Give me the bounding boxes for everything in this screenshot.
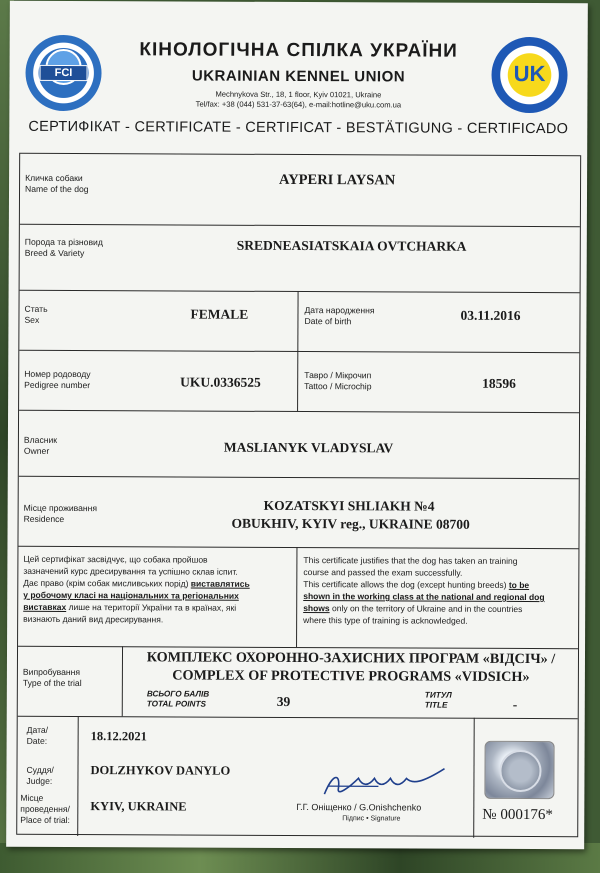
statement-ua-line: у робочому класі на національних та регіональних	[23, 589, 239, 601]
breed-label	[25, 237, 103, 259]
owner-label-en: Owner	[23, 445, 50, 456]
sex-label-ua: Стать	[24, 303, 48, 314]
hologram-seal-icon	[499, 750, 541, 792]
dog-name-label-ua: Кличка собаки	[25, 172, 83, 184]
statement-en-line: This certificate justifies that the dog has taken an training	[303, 555, 518, 566]
statement-ua-line: визнають даний вид дресирування.	[23, 613, 164, 625]
statement-en-line: where this type of training is acknowledged.	[303, 615, 468, 626]
residence-label	[24, 503, 98, 525]
signature-image	[318, 764, 448, 803]
statement-en-line: shows only on the territory of Ukraine and in the countries	[303, 603, 523, 614]
pedigree-label-ua: Номер родоводу	[24, 368, 91, 380]
trial-label-ua: Випробування	[22, 666, 81, 678]
birth-value: 03.11.2016	[460, 307, 521, 323]
tattoo-label-en: Tattoo / Microchip	[304, 381, 372, 392]
title-label	[425, 691, 452, 711]
signature-label: Підпис • Signature	[342, 815, 401, 823]
place-label-line: Place of trial:	[20, 814, 70, 826]
serial-number: № 000176*	[482, 806, 553, 824]
sex-label	[24, 304, 47, 326]
org-title-ua: КІНОЛОГІЧНА СПІЛКА УКРАЇНИ	[139, 39, 458, 62]
dog-name-label	[25, 173, 89, 195]
tattoo-label	[304, 370, 371, 392]
residence-label-ua: Місце проживання	[23, 502, 98, 514]
points-value: 39	[276, 693, 291, 709]
sex-label-en: Sex	[24, 314, 40, 325]
title-label-en: TITLE	[424, 700, 448, 710]
owner-label-ua: Власник	[23, 434, 58, 445]
pedigree-label	[24, 369, 90, 391]
trial-program-en: COMPLEX OF PROTECTIVE PROGRAMS «VIDSICH»	[172, 667, 530, 686]
tattoo-label-ua: Тавро / Мікрочип	[304, 370, 372, 381]
points-label	[147, 689, 209, 709]
org-title-en: UKRAINIAN KENNEL UNION	[191, 67, 406, 86]
judge-label	[26, 765, 53, 787]
residence-label-en: Residence	[23, 513, 65, 524]
fci-logo-label: FCI	[39, 65, 87, 81]
judge-value: DOLZHYKOV DANYLO	[90, 763, 231, 778]
title-value: -	[512, 696, 518, 712]
date-value: 18.12.2021	[90, 729, 147, 744]
statement-ua-line: зазначений курс дресирування та успішно склав іспит.	[23, 565, 238, 577]
place-value: KYIV, UKRAINE	[90, 799, 187, 814]
statement-en-line: This certificate allows the dog (except hunting breeds) to be	[303, 579, 530, 591]
statement-en-line: shown in the working class at the national and regional dog	[303, 591, 545, 603]
org-contacts: Tel/fax: +38 (044) 531-37-63(64), e-mail:hotline@uku.com.ua	[195, 99, 402, 110]
pedigree-value: UKU.0336525	[180, 374, 261, 390]
uku-logo-label: UK	[513, 60, 546, 87]
org-address: Mechnykova Str., 18, 1 floor, Kyiv 01021, Ukraine	[215, 89, 382, 100]
date-label-en: Date:	[26, 735, 48, 746]
residence-value-line-1: KOZATSKYI SHLIAKH №4	[263, 497, 435, 514]
trial-program	[123, 649, 579, 691]
statement-ua-line: Цей сертифікат засвідчує, що собака пройшов	[23, 553, 208, 565]
title-label-ua: ТИТУЛ	[424, 690, 452, 700]
hologram-sticker	[484, 741, 554, 799]
statement-ua-line: Дає право (крім собак мисливських порід) виставлятись	[23, 577, 250, 589]
birth-label-ua: Дата народження	[304, 305, 375, 316]
statement-en	[303, 554, 579, 627]
breed-value: SREDNEASIATSKAIA OVTCHARKA	[236, 237, 467, 254]
signatory-name: Г.Г. Оніщенко / G.Onishchenko	[296, 802, 422, 813]
place-label-line: Місце	[20, 792, 44, 803]
dog-name-label-en: Name of the dog	[25, 183, 89, 195]
tattoo-value: 18596	[482, 375, 516, 391]
judge-label-ua: Суддя/	[26, 764, 54, 775]
trial-label-en: Type of the trial	[22, 677, 82, 689]
pedigree-label-en: Pedigree number	[24, 379, 91, 391]
certificate-heading: СЕРТИФІКАТ - CERTIFICATE - CERTIFICAT - BESTÄTIGUNG - CERTIFICADO	[28, 118, 569, 138]
judge-label-en: Judge:	[26, 775, 53, 786]
owner-value: MASLIANYK VLADYSLAV	[223, 439, 394, 456]
place-label	[20, 793, 70, 826]
statement-en-line: course and passed the exam successfully.	[303, 567, 463, 578]
breed-label-en: Breed & Variety	[24, 247, 85, 259]
residence-value-line-2: OBUKHIV, KYIV reg., UKRAINE 08700	[231, 515, 470, 532]
statement-ua	[23, 553, 293, 626]
birth-label-en: Date of birth	[304, 316, 352, 327]
place-label-line: проведення/	[20, 803, 70, 815]
points-label-ua: ВСЬОГО БАЛІВ	[146, 689, 210, 699]
date-label-ua: Дата/	[26, 724, 49, 735]
date-label	[27, 725, 49, 747]
breed-label-ua: Порода та різновид	[24, 236, 103, 248]
trial-label	[23, 667, 82, 689]
certificate-sheet	[6, 1, 588, 850]
sex-value: FEMALE	[190, 306, 249, 322]
statement-ua-line: виставках лише на території України та в країнах, які	[23, 601, 237, 613]
points-label-en: TOTAL POINTS	[146, 699, 206, 709]
birth-label	[304, 305, 374, 327]
dog-name-value: AYPERI LAYSAN	[279, 171, 396, 189]
trial-program-ua: КОМПЛЕКС ОХОРОННО-ЗАХИСНИХ ПРОГРАМ «ВІДСІЧ» /	[146, 649, 556, 668]
owner-label	[24, 435, 57, 457]
